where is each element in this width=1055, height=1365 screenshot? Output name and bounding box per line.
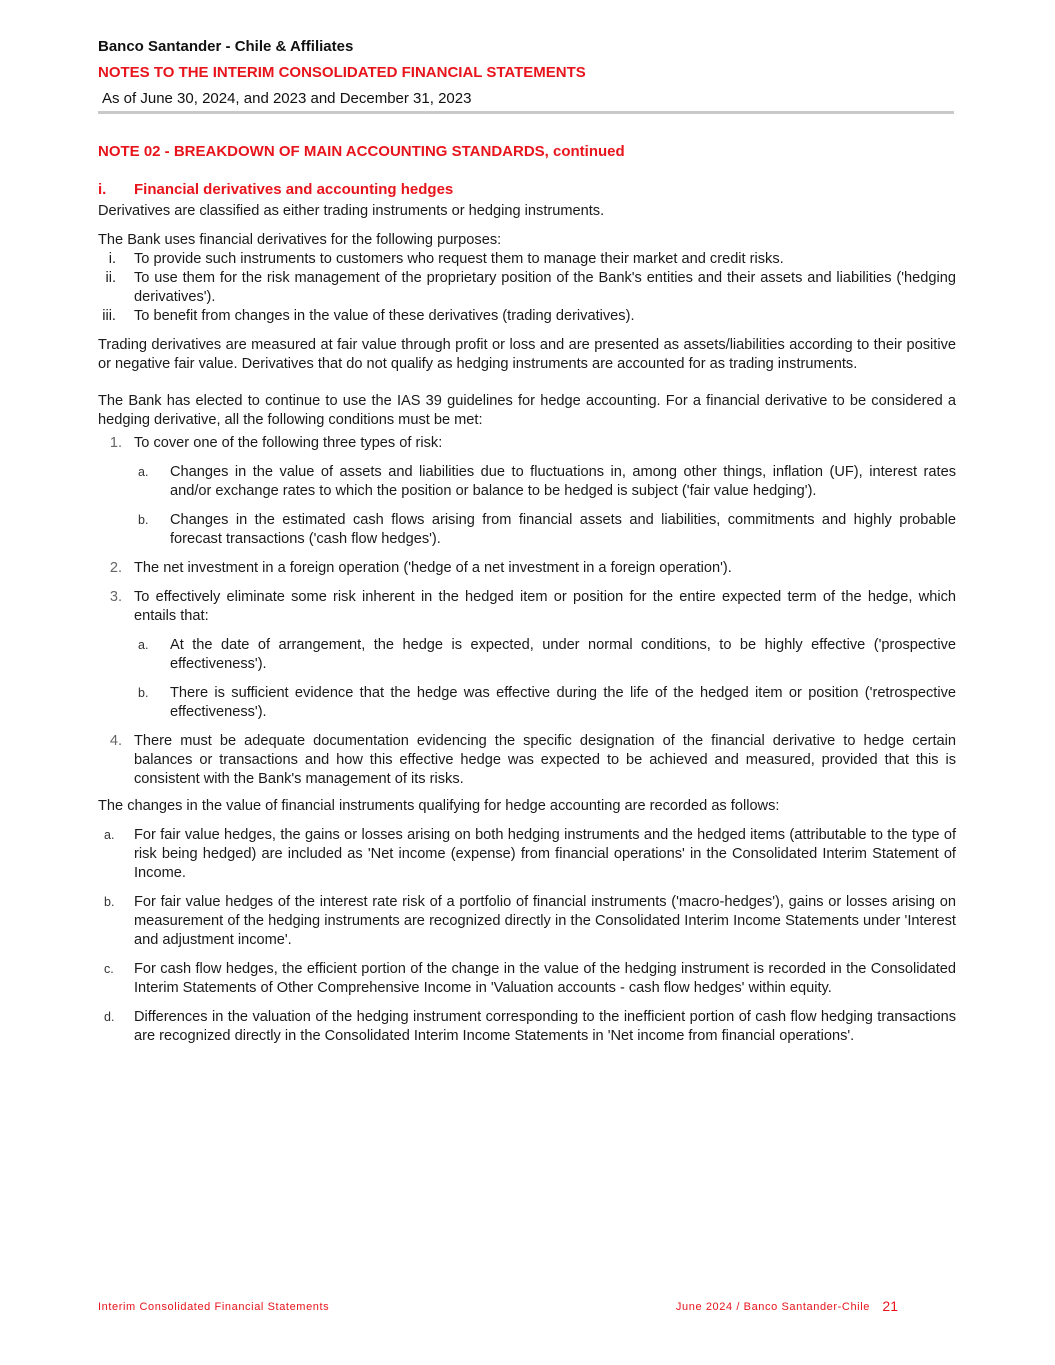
list-item-label: 2. xyxy=(109,560,123,576)
list-item-text: The net investment in a foreign operation ('hedge of a net investment in a foreign operation'). xyxy=(134,560,732,576)
list-item xyxy=(98,269,956,307)
footer-right-text: June 2024 / Banco Santander-Chile xyxy=(675,1301,870,1313)
list-item-label: ii. xyxy=(105,270,116,286)
document-page xyxy=(98,36,956,1046)
sub-list-item-label: b. xyxy=(138,686,149,700)
company-name: Banco Santander - Chile & Affiliates xyxy=(98,38,354,55)
list-item-label: 1. xyxy=(109,435,123,451)
list-item-text: To benefit from changes in the value of these derivatives (trading derivatives). xyxy=(134,308,635,324)
list-item xyxy=(98,250,956,269)
list-item-text: To cover one of the following three types of risk: xyxy=(134,435,443,451)
list-item-label: i. xyxy=(108,251,116,267)
list-item xyxy=(98,826,956,883)
sub-list-item-label: b. xyxy=(138,513,149,527)
document-title: NOTES TO THE INTERIM CONSOLIDATED FINANCIAL STATEMENTS xyxy=(98,64,586,81)
list-item xyxy=(98,960,956,998)
list-item xyxy=(98,307,956,326)
list-item-text: To provide such instruments to customers who request them to manage their market and credit risks. xyxy=(134,251,784,267)
list-item-label: c. xyxy=(104,962,114,976)
list-item xyxy=(98,434,956,453)
sub-list-item-text: Changes in the estimated cash flows arising from financial assets and liabilities, commitments and highly probable forecast transactions ('cash flow hedges'). xyxy=(170,512,956,547)
list-item-text: To use them for the risk management of the proprietary position of the Bank's entities and their assets and liabilities ('hedging derivatives'). xyxy=(134,270,956,305)
as-of-date: As of June 30, 2024, and 2023 and December 31, 2023 xyxy=(102,90,472,107)
list-item xyxy=(98,732,956,789)
conditions-list xyxy=(98,434,956,789)
list-item-label: b. xyxy=(104,895,115,909)
header-divider xyxy=(98,111,954,114)
list-item-label: 4. xyxy=(109,733,123,749)
section-number: i. xyxy=(98,181,107,198)
list-item-label: a. xyxy=(104,828,115,842)
list-item-text: To effectively eliminate some risk inherent in the hedged item or position for the entire expected term of the hedge, which entails that: xyxy=(134,589,956,624)
paragraph-hedge-accounting: The Bank has elected to continue to use the IAS 39 guidelines for hedge accounting. For a financial derivative to be considered a hedging derivative, all the following conditions must be met: xyxy=(98,393,956,428)
list-item-label: d. xyxy=(104,1010,115,1024)
list-item-label: iii. xyxy=(102,308,116,324)
list-item xyxy=(98,588,956,626)
list-item xyxy=(98,559,956,578)
list-item-text: For fair value hedges of the interest rate risk of a portfolio of financial instruments ('macro-hedges'), gains or losses arising on measurement of the hedging instruments are recognized directly in the Consolidated Interim Income Statements under 'Interest and adjustment income'. xyxy=(134,894,956,948)
list-item-label: 3. xyxy=(109,589,123,605)
sub-list-item-label: a. xyxy=(138,638,149,652)
page-number: 21 xyxy=(882,1298,898,1314)
paragraph-trading-derivatives: Trading derivatives are measured at fair value through profit or loss and are presented as assets/liabilities according to their positive or negative fair value. Derivatives that do not qualify as hedging instruments are accounted for as trading instruments. xyxy=(98,337,956,372)
sub-list-item xyxy=(134,636,956,674)
sub-list-item xyxy=(134,511,956,549)
sub-list-item xyxy=(134,463,956,501)
list-item xyxy=(98,1008,956,1046)
sub-list-item-text: There is sufficient evidence that the hedge was effective during the life of the hedged item or position ('retrospective effectiveness'). xyxy=(170,685,956,720)
sub-list-item-text: At the date of arrangement, the hedge is expected, under normal conditions, to be highly effective ('prospective effectiveness'). xyxy=(170,637,956,672)
recording-list xyxy=(98,826,956,1046)
section-heading xyxy=(98,180,956,200)
note-heading: NOTE 02 - BREAKDOWN OF MAIN ACCOUNTING STANDARDS, continued xyxy=(98,143,625,160)
list-item-text: There must be adequate documentation evidencing the specific designation of the financial derivative to hedge certain balances or transactions and how this effective hedge was expected to be achieved and measured, provided that this is consistent with the Bank's management of its risks. xyxy=(134,733,956,787)
footer-left-text: Interim Consolidated Financial Statements xyxy=(98,1301,330,1313)
paragraph-derivatives-classified: Derivatives are classified as either trading instruments or hedging instruments. xyxy=(98,203,605,219)
sub-list-item-label: a. xyxy=(138,465,149,479)
page-footer xyxy=(98,1300,898,1316)
paragraph-purposes-intro: The Bank uses financial derivatives for the following purposes: xyxy=(98,232,502,248)
list-item-text: Differences in the valuation of the hedging instrument corresponding to the inefficient portion of cash flow hedging transactions are recognized directly in the Consolidated Interim Income Statements in 'Net income from financial operations'. xyxy=(134,1009,956,1044)
sub-list-item-text: Changes in the value of assets and liabilities due to fluctuations in, among other things, inflation (UF), interest rates and/or exchange rates to which the position or balance to be hedged is subject ('fair value hedging'). xyxy=(170,464,956,499)
list-item-text: For cash flow hedges, the efficient portion of the change in the value of the hedging instrument is recorded in the Consolidated Interim Statements of Other Comprehensive Income in 'Valuation accounts - cash flow hedges' within equity. xyxy=(134,961,956,996)
list-item-text: For fair value hedges, the gains or losses arising on both hedging instruments and the hedged items (attributable to the type of risk being hedged) are included as 'Net income (expense) from financial operations' in the Consolidated Interim Statement of Income. xyxy=(134,827,956,881)
list-item xyxy=(98,893,956,950)
section-title: Financial derivatives and accounting hedges xyxy=(134,181,454,198)
sub-list-item xyxy=(134,684,956,722)
purposes-list xyxy=(98,250,956,326)
paragraph-changes-recorded: The changes in the value of financial instruments qualifying for hedge accounting are recorded as follows: xyxy=(98,798,780,814)
